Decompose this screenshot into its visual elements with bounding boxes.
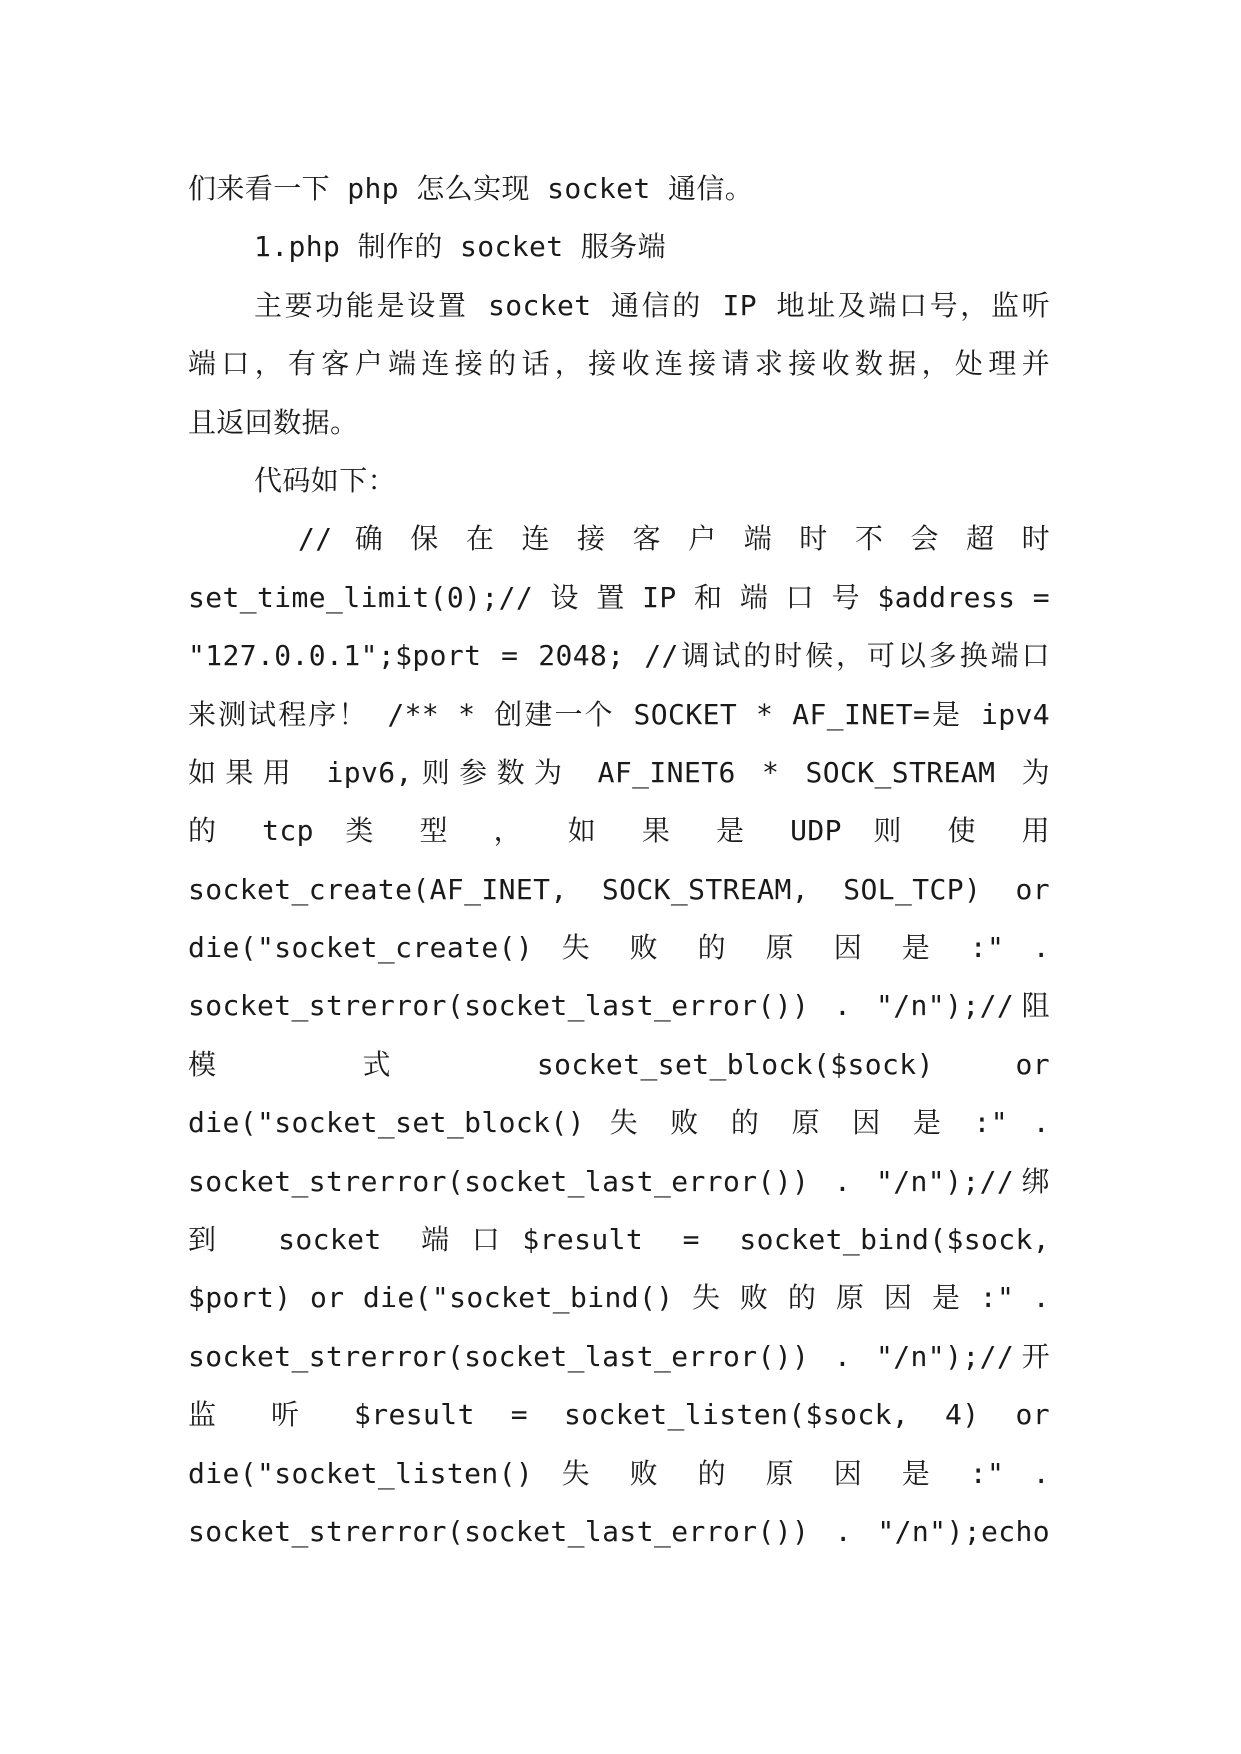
- code-intro-label: 代码如下：: [254, 463, 397, 497]
- text-line-3: 主要功能是设置 socket 通信的 IP 地址及端口号，监听: [254, 288, 1050, 322]
- code-line-9: socket_strerror(socket_last_error()) . "/n");//阻: [188, 989, 1050, 1023]
- code-line-5: 如果用 ipv6,则参数为 AF_INET6 * SOCK_STREAM 为: [188, 755, 1050, 789]
- code-line-11: die("socket_set_block() 失 败 的 原 因 是 :" .: [188, 1106, 1050, 1140]
- code-line-2: set_time_limit(0);// 设 置 IP 和 端 口 号 $address =: [188, 580, 1050, 614]
- section-heading: 1.php 制作的 socket 服务端: [254, 230, 667, 264]
- code-line-12: socket_strerror(socket_last_error()) . "/n");//绑: [188, 1164, 1050, 1198]
- code-line-3: "127.0.0.1";$port = 2048; //调试的时候，可以多换端口: [188, 639, 1050, 673]
- code-line-16: 监 听 $result = socket_listen($sock, 4) or: [188, 1398, 1050, 1432]
- text-line-5: 且返回数据。: [188, 405, 359, 439]
- code-line-15: socket_strerror(socket_last_error()) . "/n");//开: [188, 1339, 1050, 1373]
- document-body: [188, 160, 1050, 1561]
- text-line-1: 们来看一下 php 怎么实现 socket 通信。: [188, 172, 754, 205]
- text-line-4: 端口，有客户端连接的话，接收连接请求接收数据，处理并: [188, 347, 1050, 381]
- code-line-8: die("socket_create() 失 败 的 原 因 是 :" .: [188, 931, 1050, 965]
- code-line-17: die("socket_listen() 失 败 的 原 因 是 :" .: [188, 1456, 1050, 1490]
- code-line-10: 模 式 socket_set_block($sock) or: [188, 1047, 1050, 1081]
- code-line-13: 到 socket 端口$result = socket_bind($sock,: [188, 1223, 1050, 1257]
- code-line-7: socket_create(AF_INET, SOCK_STREAM, SOL_TCP) or: [188, 872, 1050, 906]
- code-line-18: socket_strerror(socket_last_error()) . "/n");echo: [188, 1514, 1050, 1548]
- code-line-14: $port) or die("socket_bind() 失 败 的 原 因 是 :" .: [188, 1281, 1050, 1315]
- code-line-4: 来测试程序！ /** * 创建一个 SOCKET * AF_INET=是 ipv4: [188, 697, 1050, 731]
- code-line-1: // 确 保 在 连 接 客 户 端 时 不 会 超 时: [298, 522, 1050, 556]
- code-line-6: 的 tcp 类 型 ， 如 果 是 UDP 则 使 用: [188, 814, 1050, 848]
